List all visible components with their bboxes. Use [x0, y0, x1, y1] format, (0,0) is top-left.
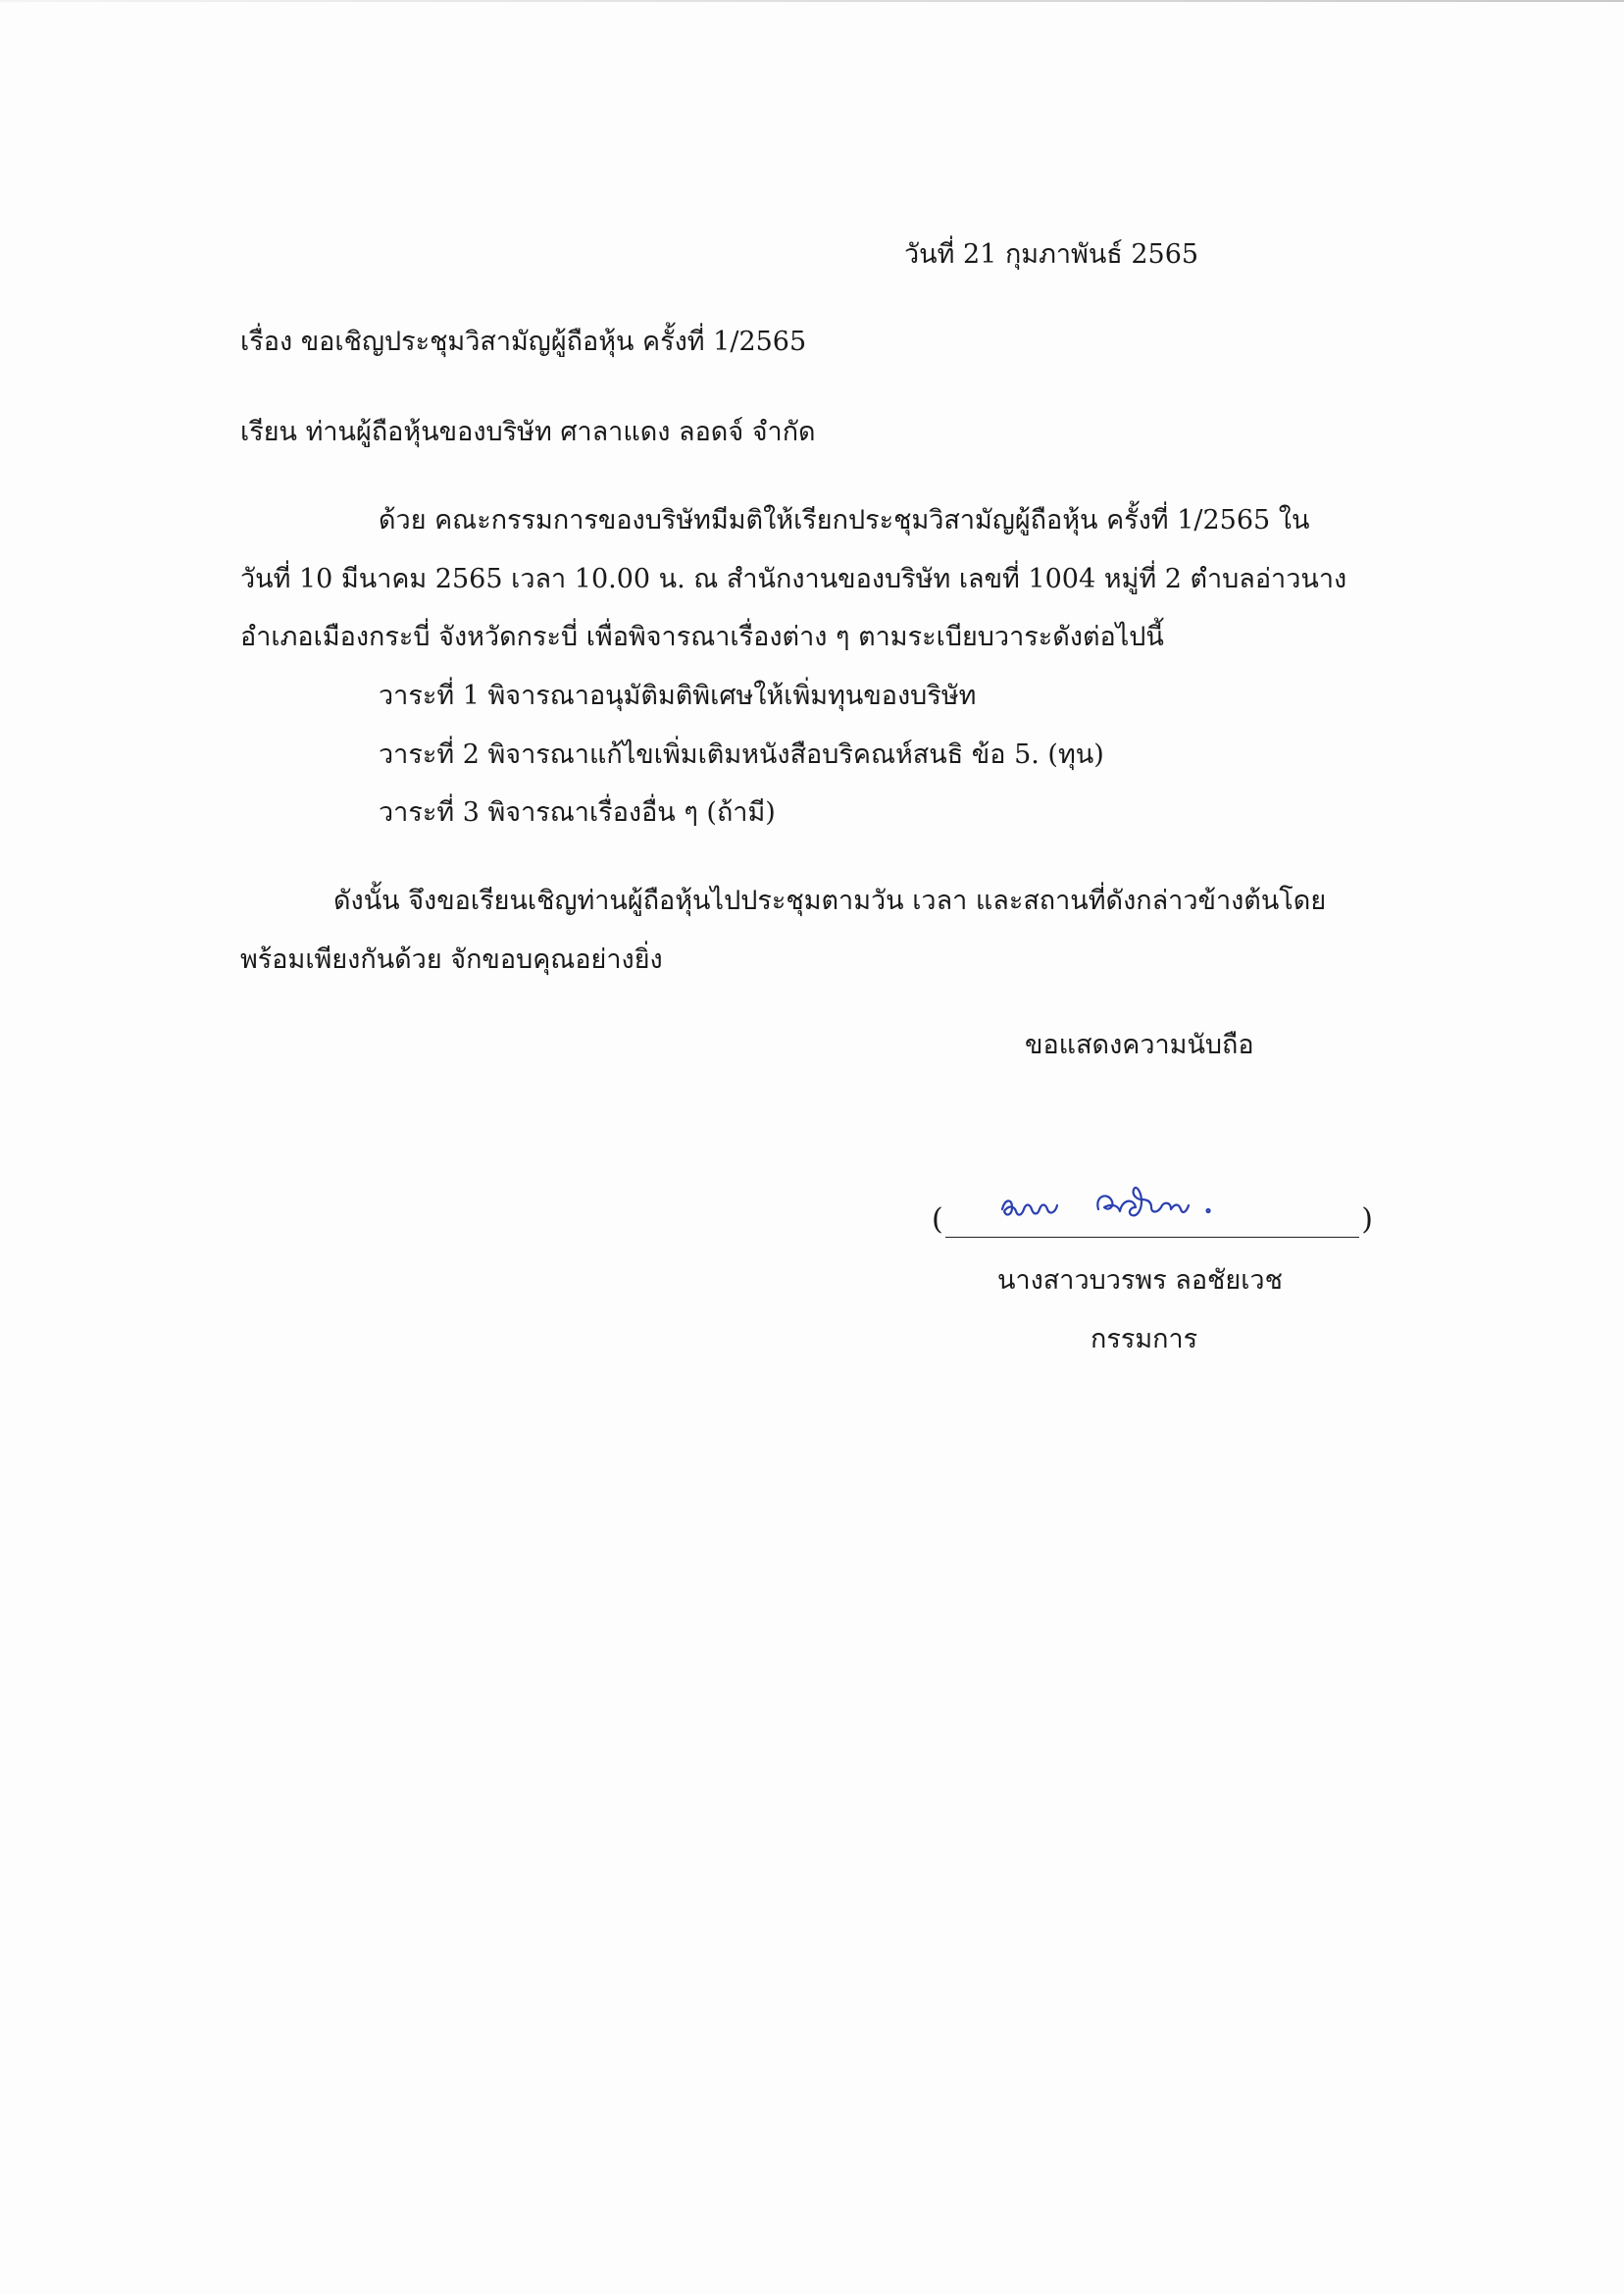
page-edge [0, 0, 1624, 2]
letter-date: วันที่ 21 กุมภาพันธ์ 2565 [904, 239, 1199, 270]
agenda-item: วาระที่ 2 พิจารณาแก้ไขเพิ่มเติมหนังสือบริคณห์สนธิ ข้อ 5. (ทุน) [379, 739, 1104, 770]
closing-line: พร้อมเพียงกันด้วย จักขอบคุณอย่างยิ่ง [240, 944, 663, 975]
signatory-name: นางสาวบวรพร ลอชัยเวช [997, 1265, 1283, 1296]
closing-line: ดังนั้น จึงขอเรียนเชิญท่านผู้ถือหุ้นไปประชุมตามวัน เวลา และสถานที่ดังกล่าวข้างต้นโดย [333, 886, 1327, 916]
handwritten-signature [983, 1160, 1277, 1239]
signature-stroke [1207, 1209, 1210, 1212]
body-line: วันที่ 10 มีนาคม 2565 เวลา 10.00 น. ณ สำนักงานของบริษัท เลขที่ 1004 หมู่ที่ 2 ตำบลอ่าวนาง [240, 564, 1347, 594]
signature-stroke [1002, 1200, 1057, 1214]
agenda-item: วาระที่ 3 พิจารณาเรื่องอื่น ๆ (ถ้ามี) [379, 797, 776, 828]
body-line: อำเภอเมืองกระบี่ จังหวัดกระบี่ เพื่อพิจารณาเรื่องต่าง ๆ ตามระเบียบวาระดังต่อไปนี้ [240, 622, 1164, 652]
body-line: ด้วย คณะกรรมการของบริษัทมีมติให้เรียกประชุมวิสามัญผู้ถือหุ้น ครั้งที่ 1/2565 ใน [379, 505, 1310, 535]
agenda-item: วาระที่ 1 พิจารณาอนุมัติมติพิเศษให้เพิ่มทุนของบริษัท [379, 681, 977, 711]
signature-open-paren: ( [932, 1202, 943, 1237]
signatory-title: กรรมการ [1091, 1324, 1198, 1354]
signature-block [932, 1201, 1373, 1241]
signature-close-paren: ) [1361, 1202, 1373, 1237]
letter-subject: เรื่อง ขอเชิญประชุมวิสามัญผู้ถือหุ้น ครั้งที่ 1/2565 [240, 327, 807, 357]
regards-text: ขอแสดงความนับถือ [1025, 1030, 1254, 1060]
signature-stroke [1097, 1188, 1189, 1215]
letter-recipient: เรียน ท่านผู้ถือหุ้นของบริษัท ศาลาแดง ลอดจ์ จำกัด [240, 417, 816, 447]
